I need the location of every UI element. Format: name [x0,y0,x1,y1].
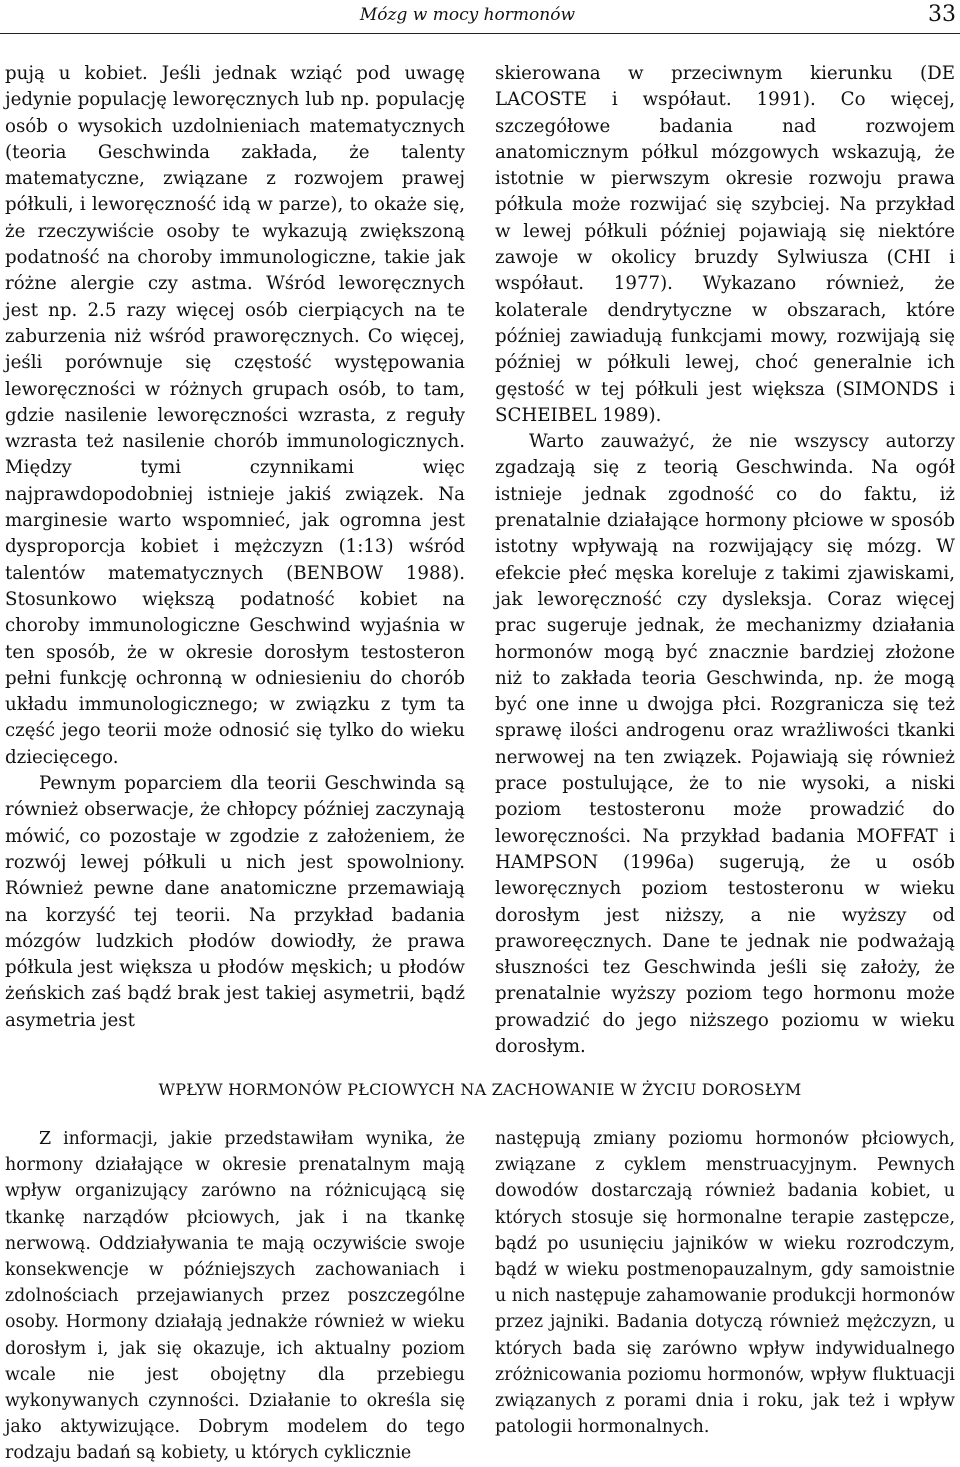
top-right-column [495,61,955,1060]
paragraph: skierowana w przeciwnym kierunku (DE LACOSTE i współaut. 1991). Co więcej, szczegółowe badania nad rozwojem anatomicznym półkul mózgowych wskazują, że istotnie w pierwszym okresie rozwoju prawa półkula może rozwijać się szybciej. Na przykład w lewej półkuli później pojawiają się niektóre zawoje w okolicy bruzdy Sylwiusza (CHI i współaut. 1977). Wykazano również, że kolaterale dendrytyczne w obszarach, które później zawiadują funkcjami mowy, rozwijają się później w półkuli lewej, choć generalnie ich gęstość w tej półkuli jest większa (SIMONDS i SCHEIBEL 1989). [495,63,955,426]
section-heading: WPŁYW HORMONÓW PŁCIOWYCH NA ZACHOWANIE W ŻYCIU DOROSŁYM [158,1080,802,1099]
top-left-column [5,61,465,1034]
page-number: 33 [928,2,956,27]
paragraph: Z informacji, jakie przedstawiłam wynika, że hormony działające w okresie prenatalnym mają wpływ organizujący zarówno na różnicującą się tkankę narządów płciowych, jak i na tkankę nerwową. Oddziaływania te mają oczywiście swoje konsekwencje w późniejszych zachowaniach i zdolnościach przejawianych przez poszczególne osoby. Hormony działają jednakże również w wieku dorosłym i, jak się okazuje, ich aktualny poziom wcale nie jest obojętny dla przebiegu wykonywanych czynności. Działanie to określa się jako aktywizujące. Dobrym modelem do tego rodzaju badań są kobiety, u których cyklicznie [5,1129,465,1464]
running-title: Mózg w mocy hormonów [359,5,575,25]
paragraph: Warto zauważyć, że nie wszyscy autorzy zgadzają się z teorią Geschwinda. Na ogół istnieje jednak zgodność co do faktu, iż prenatalnie działające hormony płciowe w sposób istotny wpływają na rozwijający się mózg. W efekcie płeć męska koreluje z takimi zjawiskami, jak leworęczność czy dysleksja. Coraz więcej prac sugeruje jednak, że mechanizmy działania hormonów mogą być znacznie bardziej złożone niż to zakłada teoria Geschwinda, np. że mogą być one inne u dwojga płci. Rozgranicza się też sprawę ilości androgenu oraz wrażliwości tkanki nerwowej na ten związek. Pojawiają się również prace postulujące, że to nie wysoki, a niski poziom testosteronu może prowadzić do leworęczności. Na przykład badania MOFFAT i HAMPSON (1996a) sugerują, że u osób leworęcznych poziom testosteronu w wieku dorosłym jest niższy, a nie wyższy od praworeęcznych. Dane te jednak nie podważają słuszności tez Geschwinda jeśli się założy, że prenatalnie wyższy poziom tego hormonu może prowadzić do jego niższego poziomu w wieku dorosłym. [495,431,955,1057]
page-header [0,0,960,34]
bottom-right-column [495,1126,955,1440]
header-rule [0,33,960,34]
paragraph: następują zmiany poziomu hormonów płciowych, związane z cyklem menstruacyjnym. Pewnych dowodów dostarczają również badania kobiet, u których stosuje się hormonalne terapie zastępcze, bądź po usunięciu jajników w wieku rozrodczym, bądź w wieku postmenopauzalnym, gdy samoistnie u nich następuje zahamowanie produkcji hormonów przez jajniki. Badania dotyczą również mężczyzn, u których bada się zarówno wpływ indywidualnego zróżnicowania poziomu hormonów, wpływ fluktuacji związanych z porami dnia i roku, jak też i wpływ patologii hormonalnych. [495,1129,955,1438]
paragraph: Pewnym poparciem dla teorii Geschwinda są również obserwacje, że chłopcy później zaczynają mówić, co pozostaje w zgodzie z założeniem, że rozwój lewej półkuli u nich jest spowolniony. Również pewne dane anatomiczne przemawiają na korzyść tej teorii. Na przykład badania mózgów ludzkich płodów dowiodły, że prawa półkula jest większa u płodów męskich; u płodów żeńskich zaś bądź brak jest takiej asymetrii, bądź asymetria jest [5,773,465,1031]
paragraph: pują u kobiet. Jeśli jednak wziąć pod uwagę jedynie populację leworęcznych lub np. populację osób o wysokich uzdolnieniach matematycznych (teoria Geschwinda zakłada, że talenty matematyczne, związane z rozwojem prawej półkuli, i leworęczność idą w parze), to okaże się, że rzeczywiście osoby te wykazują zwiększoną podatność na choroby immunologiczne, takie jak różne alergie czy astma. Wśród leworęcznych jest np. 2.5 razy więcej osób cierpiących na te zaburzenia niż wśród praworęcznych. Co więcej, jeśli porównuje się częstość występowania leworęczności w różnych grupach osób, to tam, gdzie nasilenie leworęczności wzrasta, z reguły wzrasta też nasilenie chorób immunologicznych. Między tymi czynnikami więc najprawdopodobniej istnieje jakiś związek. Na marginesie warto wspomnieć, jak ogromna jest dysproporcja kobiet i mężczyzn (1:13) wśród talentów matematycznych (BENBOW 1988). Stosunkowo większą podatność kobiet na choroby immunologiczne Geschwind wyjaśnia w ten sposób, że w okresie dorosłym testosteron pełni funkcję ochronną w odniesieniu do chorób układu immunologicznego; w związku z tym ta część jego teorii może odnosić się tylko do wieku dziecięcego. [5,63,465,768]
bottom-left-column [5,1126,465,1467]
